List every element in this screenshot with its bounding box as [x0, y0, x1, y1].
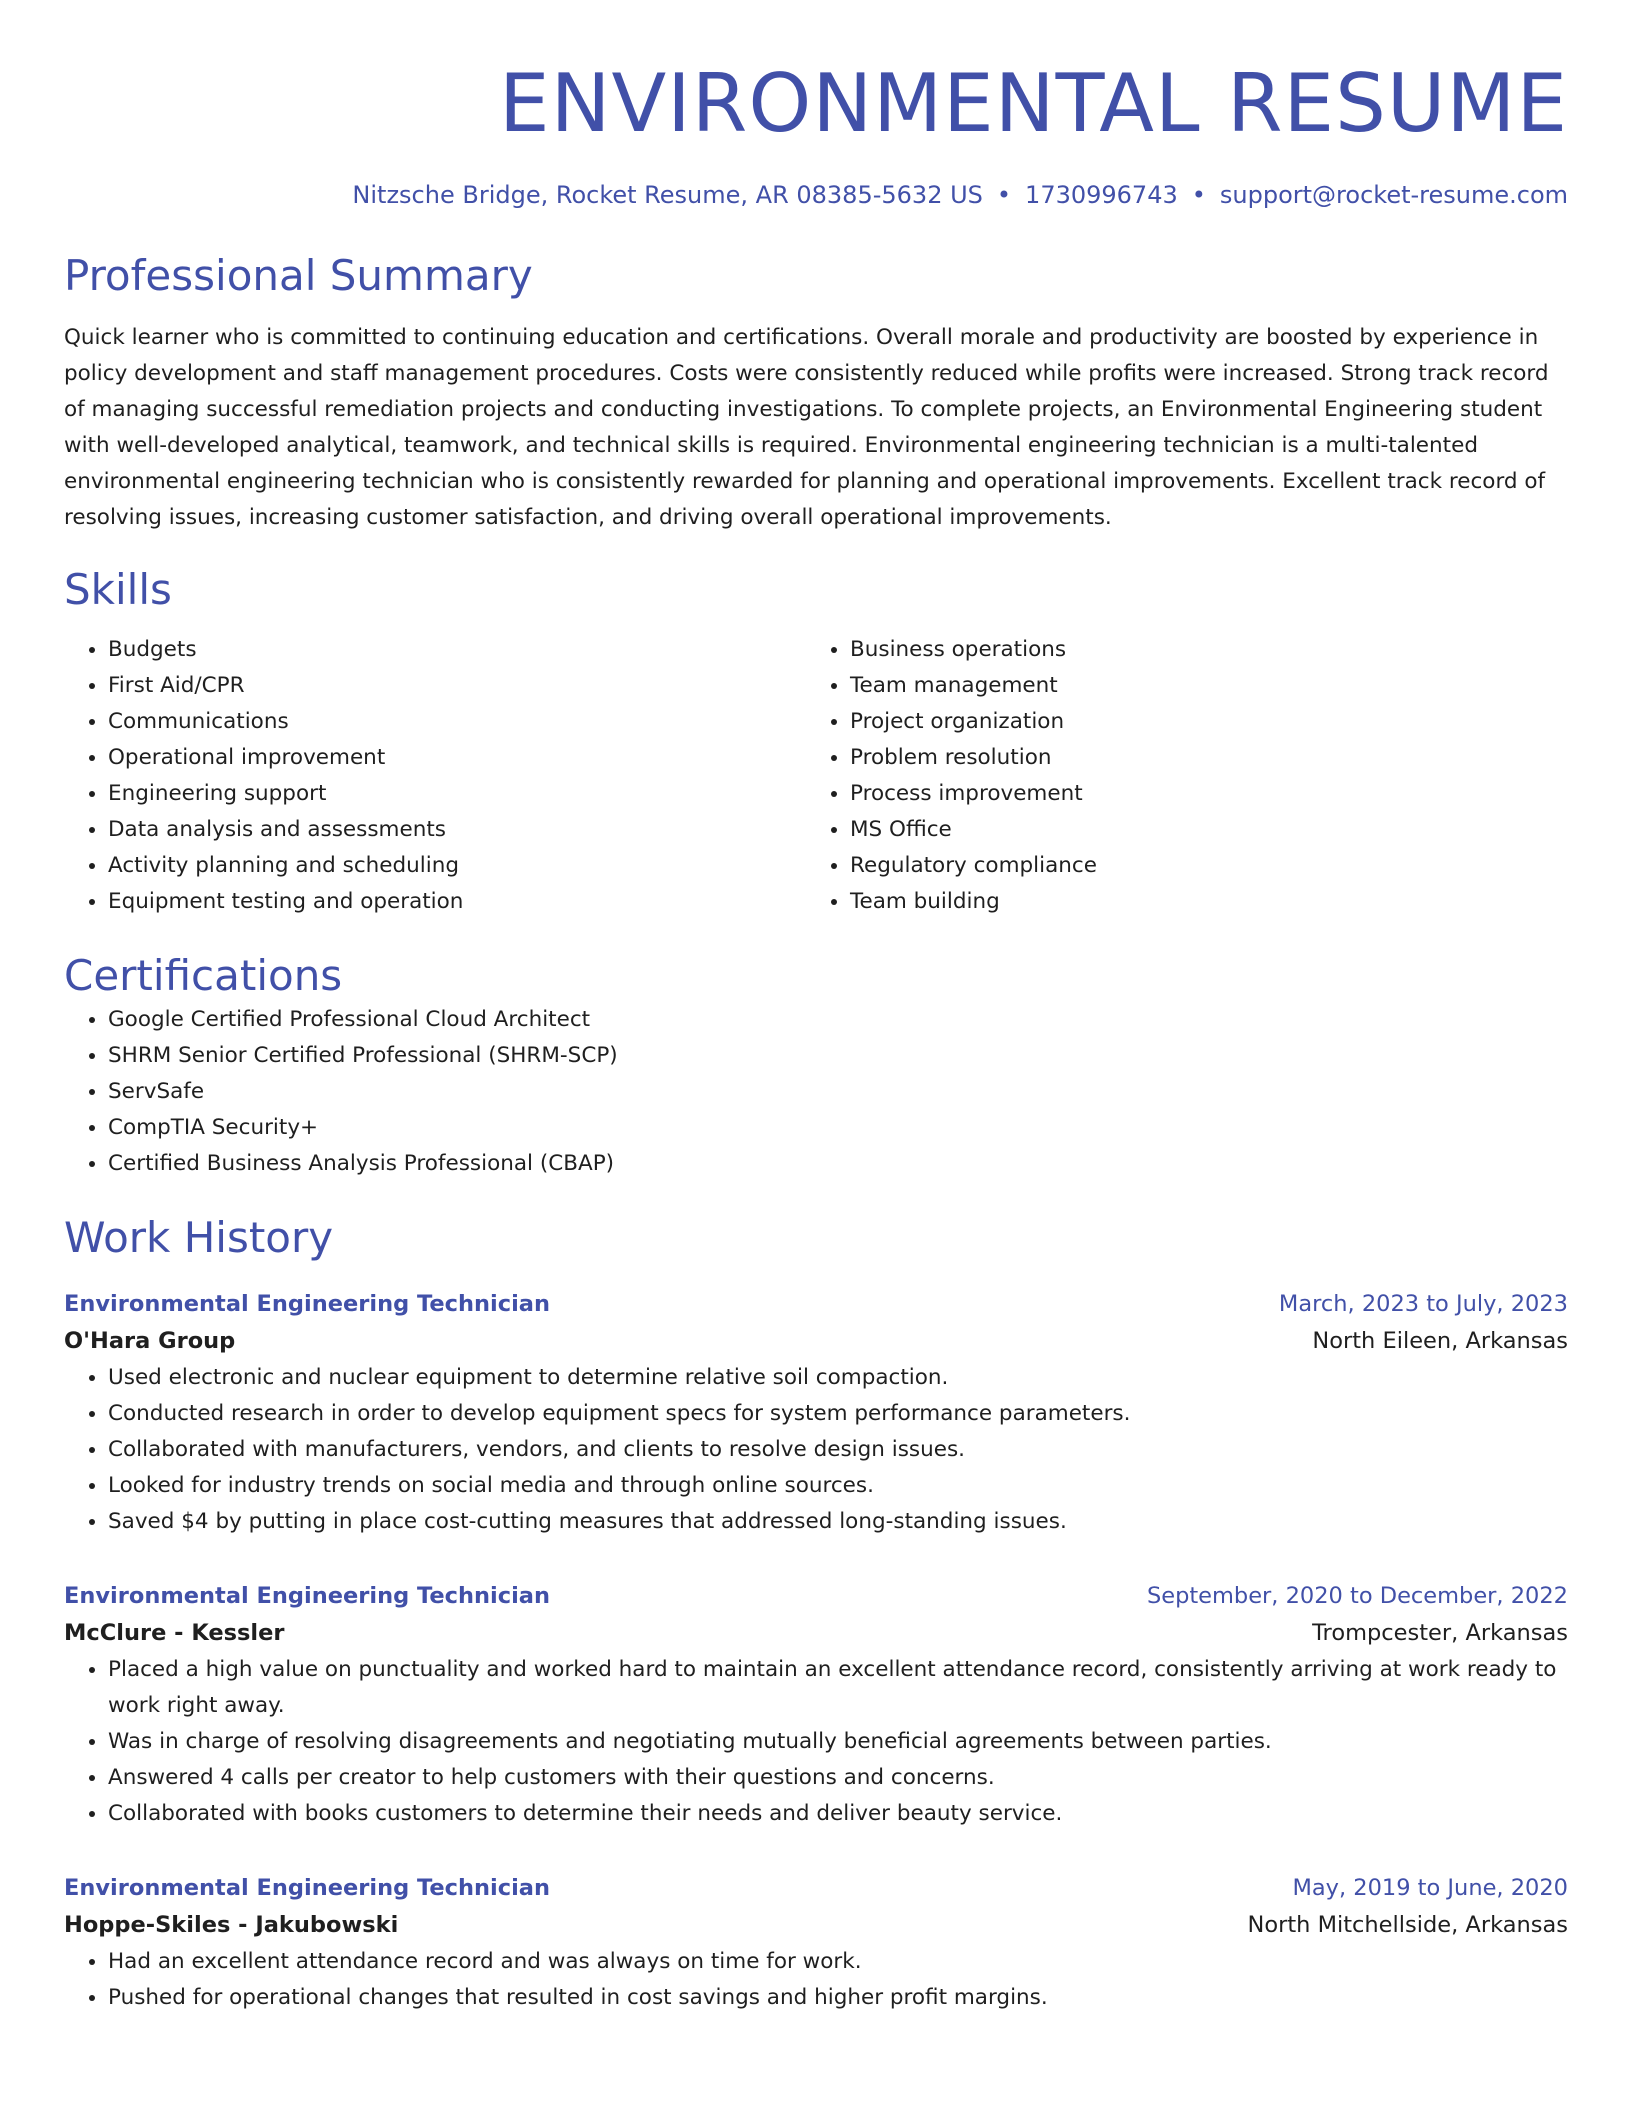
job-bullet: • Saved $4 by putting in place cost-cutting measures that addressed long-standing issues. — [108, 1504, 1568, 1540]
job-bullet: • Looked for industry trends on social media and through online sources. — [108, 1468, 1568, 1504]
job-entry — [64, 1286, 1568, 1540]
skill-item: • Data analysis and assessments — [108, 812, 806, 848]
skills-list-left — [64, 632, 806, 920]
skill-item: • Equipment testing and operation — [108, 884, 806, 920]
job-bullets — [64, 1360, 1568, 1540]
skill-item: • First Aid/CPR — [108, 668, 806, 704]
job-bullet: • Used electronic and nuclear equipment to determine relative soil compaction. — [108, 1360, 1568, 1396]
resume-page — [64, 0, 1568, 2016]
job-title: Environmental Engineering Technician — [64, 1583, 551, 1609]
contact-email[interactable]: support@rocket-resume.com — [1219, 181, 1568, 209]
skill-item: • Team management — [850, 668, 1548, 704]
job-location: North Eileen, Arkansas — [1312, 1328, 1568, 1354]
skill-item: • Project organization — [850, 704, 1548, 740]
job-bullet: • Was in charge of resolving disagreements and negotiating mutually beneficial agreements between parties. — [108, 1724, 1568, 1760]
summary-heading: Professional Summary — [64, 251, 533, 300]
skills-grid — [64, 632, 1568, 920]
skills-heading: Skills — [64, 565, 172, 614]
contact-separator: • — [1191, 181, 1206, 209]
job-dates: May, 2019 to June, 2020 — [1292, 1875, 1568, 1901]
skill-item: • Activity planning and scheduling — [108, 848, 806, 884]
certifications-heading: Certifications — [64, 951, 343, 1000]
job-company-row — [64, 1614, 1568, 1652]
job-bullet: • Collaborated with books customers to determine their needs and deliver beauty service. — [108, 1796, 1568, 1832]
skills-list-right — [806, 632, 1548, 920]
certification-item: • SHRM Senior Certified Professional (SHRM-SCP) — [108, 1038, 1568, 1074]
job-company-row — [64, 1906, 1568, 1944]
skill-item: • Operational improvement — [108, 740, 806, 776]
job-company-row — [64, 1322, 1568, 1360]
skill-item: • Regulatory compliance — [850, 848, 1548, 884]
job-header-row — [64, 1286, 1568, 1322]
job-dates: September, 2020 to December, 2022 — [1146, 1583, 1568, 1609]
skill-item: • Process improvement — [850, 776, 1548, 812]
contact-address: Nitzsche Bridge, Rocket Resume, AR 08385-5632 US — [352, 181, 983, 209]
job-bullet: • Placed a high value on punctuality and worked hard to maintain an excellent attendance record, consistently arriving at work ready to work right away. — [108, 1652, 1568, 1724]
skill-item: • Team building — [850, 884, 1548, 920]
job-entry — [64, 1578, 1568, 1832]
summary-section — [64, 250, 1568, 536]
job-title: Environmental Engineering Technician — [64, 1291, 551, 1317]
skill-item: • Engineering support — [108, 776, 806, 812]
job-header-row — [64, 1870, 1568, 1906]
contact-separator: • — [996, 181, 1012, 209]
work-history-heading: Work History — [64, 1213, 334, 1262]
job-location: North Mitchellside, Arkansas — [1247, 1912, 1568, 1938]
contact-phone: 1730996743 — [1025, 181, 1178, 209]
contact-line — [64, 178, 1568, 212]
job-dates: March, 2023 to July, 2023 — [1278, 1291, 1568, 1317]
skills-column-right — [806, 632, 1548, 920]
resume-title: ENVIRONMENTAL RESUME — [499, 57, 1568, 150]
job-bullet: • Conducted research in order to develop equipment specs for system performance parameters. — [108, 1396, 1568, 1432]
work-history-section — [64, 1212, 1568, 2016]
job-bullet: • Pushed for operational changes that resulted in cost savings and higher profit margins. — [108, 1980, 1568, 2016]
job-bullets — [64, 1944, 1568, 2016]
summary-text: Quick learner who is committed to continuing education and certifications. Overall morale and productivity are boosted by experience in policy development and staff management procedures. Costs were consistently reduced while profits were increased. Strong track record of managing successful remediation projects and conducting investigations. To complete projects, an Environmental Engineering student with well-developed analytical, teamwork, and technical skills is required. Environmental engineering technician is a multi-talented environmental engineering technician who is consistently rewarded for planning and operational improvements. Excellent track record of resolving issues, increasing customer satisfaction, and driving overall operational improvements. — [64, 325, 1549, 530]
job-bullet: • Had an excellent attendance record and was always on time for work. — [108, 1944, 1568, 1980]
job-entry — [64, 1870, 1568, 2016]
job-company: McClure - Kessler — [64, 1620, 285, 1646]
certification-item: • ServSafe — [108, 1074, 1568, 1110]
skill-item: • MS Office — [850, 812, 1548, 848]
job-bullet: • Collaborated with manufacturers, vendors, and clients to resolve design issues. — [108, 1432, 1568, 1468]
skill-item: • Budgets — [108, 632, 806, 668]
job-bullet: • Answered 4 calls per creator to help customers with their questions and concerns. — [108, 1760, 1568, 1796]
job-location: Trompcester, Arkansas — [1312, 1620, 1568, 1646]
job-header-row — [64, 1578, 1568, 1614]
job-title: Environmental Engineering Technician — [64, 1875, 551, 1901]
certifications-section — [64, 950, 1568, 1182]
certification-item: • CompTIA Security+ — [108, 1110, 1568, 1146]
skill-item: • Business operations — [850, 632, 1548, 668]
skill-item: • Communications — [108, 704, 806, 740]
certification-item: • Certified Business Analysis Professional (CBAP) — [108, 1146, 1568, 1182]
job-bullets — [64, 1652, 1568, 1832]
skills-section — [64, 564, 1568, 920]
job-company: Hoppe-Skiles - Jakubowski — [64, 1912, 399, 1938]
job-company: O'Hara Group — [64, 1328, 236, 1354]
certifications-list — [64, 1002, 1568, 1182]
certification-item: • Google Certified Professional Cloud Architect — [108, 1002, 1568, 1038]
skill-item: • Problem resolution — [850, 740, 1548, 776]
skills-column-left — [64, 632, 806, 920]
